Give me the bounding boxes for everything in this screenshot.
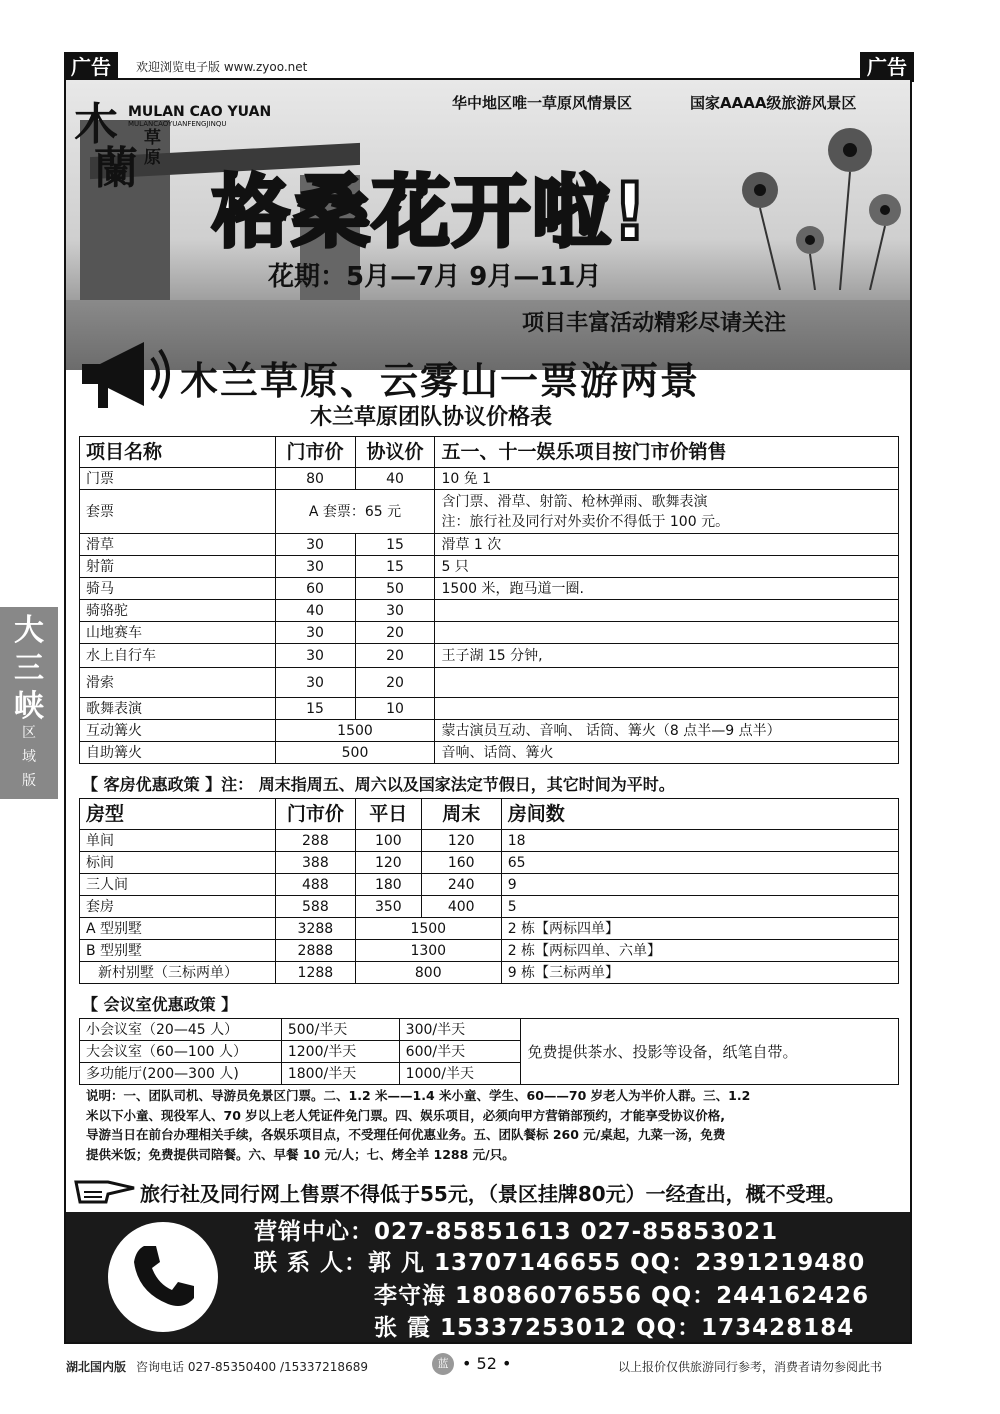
hero-subtitle: 项目丰富活动精彩尽请关注 <box>522 311 787 336</box>
cell-retail: 40 <box>275 600 355 622</box>
table-row <box>80 1019 899 1041</box>
cell-agreed: 15 <box>355 534 435 556</box>
cell-count: 5 <box>501 896 898 918</box>
cell-retail: 3288 <box>275 918 355 940</box>
col-header: 周末 <box>421 799 501 830</box>
cell-room: 大会议室（60—100 人） <box>80 1041 282 1063</box>
hero-tag-region: 华中地区唯一草原风情景区 <box>452 94 633 112</box>
cell-retail: 30 <box>275 622 355 644</box>
table-row <box>80 940 899 962</box>
cell-name: 歌舞表演 <box>80 698 276 720</box>
bloom-period: 花期：5月—7月 9月—11月 <box>268 262 602 292</box>
cell-retail: 30 <box>275 534 355 556</box>
cell-retail: 30 <box>275 644 355 668</box>
megaphone-icon <box>74 334 174 414</box>
logo-caoyuan: 草原 <box>144 128 161 168</box>
page-number: • 52 • <box>462 1354 512 1373</box>
cell-count: 65 <box>501 852 898 874</box>
cell-type: 单间 <box>80 830 276 852</box>
col-header: 房型 <box>80 799 276 830</box>
cell-note: 滑草 1 次 <box>435 534 899 556</box>
cell-name: 骑骆驼 <box>80 600 276 622</box>
cell-note <box>435 698 899 720</box>
cell-retail: 1200/半天 <box>281 1041 399 1063</box>
cell-agreed: 15 <box>355 556 435 578</box>
table-row <box>80 720 899 742</box>
cell-agreed: 30 <box>355 600 435 622</box>
cell-note: 10 免 1 <box>435 468 899 490</box>
cell-name: 射箭 <box>80 556 276 578</box>
cell-note-line: 含门票、滑草、射箭、枪林弹雨、歌舞表演 <box>441 493 708 510</box>
cell-count: 2 栋【两标四单】 <box>501 918 898 940</box>
table-row <box>80 600 899 622</box>
cell-name: 套票 <box>80 490 276 534</box>
cell-count: 9 <box>501 874 898 896</box>
room-table-header <box>80 799 899 830</box>
cell-retail: 60 <box>275 578 355 600</box>
cell-note-line: 注：旅行社及同行对外卖价不得低于 100 元。 <box>441 513 730 530</box>
cell-agreed: 300/半天 <box>399 1019 521 1041</box>
meeting-table <box>79 1018 899 1085</box>
table-row <box>80 698 899 720</box>
ad-tag-right: 广告 <box>860 52 914 82</box>
cell-retail: 30 <box>275 668 355 698</box>
ad-tag-left: 广告 <box>64 52 118 82</box>
logo-english-small: MULANCAOYUANFENGJINQU <box>128 120 227 128</box>
cell-retail: 588 <box>275 896 355 918</box>
table-row <box>80 668 899 698</box>
side-tab-label: 区 <box>22 725 36 741</box>
cell-count: 18 <box>501 830 898 852</box>
cell-note <box>435 490 899 534</box>
cell-agreed: 600/半天 <box>399 1041 521 1063</box>
table-row <box>80 468 899 490</box>
contact-sales-center: 营销中心：027-85851613 027-85853021 <box>254 1219 779 1245</box>
notes-line: 说明：一、团队司机、导游员免景区门票。二、1.2 米——1.4 米小童、学生、60——70 岁老人为半价人群。三、1.2 <box>86 1088 751 1103</box>
cell-type: B 型别墅 <box>80 940 276 962</box>
cell-weekday: 350 <box>355 896 421 918</box>
price-table-header <box>80 437 899 468</box>
cell-retail: 288 <box>275 830 355 852</box>
welcome-text: 欢迎浏览电子版 www.zyoo.net <box>136 60 308 74</box>
cell-agreed: 50 <box>355 578 435 600</box>
cell-name: 互动篝火 <box>80 720 276 742</box>
cell-combined: 500 <box>275 742 435 764</box>
col-header: 协议价 <box>355 437 435 468</box>
logo-char-mu: 木 <box>74 99 118 150</box>
notes-line: 导游当日在前台办理相关手续，各娱乐项目点，不受理任何优惠业务。五、团队餐标 260 元/桌起，九菜一汤，免费 <box>86 1127 726 1142</box>
room-policy: 【 客房优惠政策 】注： 周末指周五、周六以及国家法定节假日，其它时间为平时。 <box>82 775 675 794</box>
cell-combined: A 套票：65 元 <box>275 490 435 534</box>
cell-note: 王子湖 15 分钟, <box>435 644 899 668</box>
col-header: 平日 <box>355 799 421 830</box>
cell-note <box>435 622 899 644</box>
table-row <box>80 644 899 668</box>
hero-title: 格桑花开啦! <box>212 168 650 258</box>
contact-person-li: 李守海 18086076556 QQ：244162426 <box>374 1283 870 1309</box>
cell-name: 水上自行车 <box>80 644 276 668</box>
cell-note: 蒙古演员互动、音响、 话筒、篝火（8 点半—9 点半） <box>435 720 899 742</box>
cell-retail: 1800/半天 <box>281 1063 399 1085</box>
meeting-note: 免费提供茶水、投影等设备，纸笔自带。 <box>521 1019 899 1085</box>
cell-type: 新村别墅（三标两单） <box>80 962 276 984</box>
cell-combined: 800 <box>355 962 501 984</box>
footer-edition: 湖北国内版 <box>66 1360 127 1374</box>
table-row <box>80 874 899 896</box>
cell-retail: 488 <box>275 874 355 896</box>
cell-name: 门票 <box>80 468 276 490</box>
cell-name: 骑马 <box>80 578 276 600</box>
cell-retail: 15 <box>275 698 355 720</box>
cell-type: 套房 <box>80 896 276 918</box>
cell-agreed: 10 <box>355 698 435 720</box>
cell-retail: 1288 <box>275 962 355 984</box>
slogan: 木兰草原、云雾山一票游两景 <box>180 359 701 403</box>
cell-retail: 2888 <box>275 940 355 962</box>
contact-person-guo: 联 系 人：郭 凡 13707146655 QQ：2391219480 <box>254 1250 866 1276</box>
cell-weekday: 120 <box>355 852 421 874</box>
cell-retail: 388 <box>275 852 355 874</box>
notes-line: 提供米饭；免费提供司陪餐。六、早餐 10 元/人；七、烤全羊 1288 元/只。 <box>86 1146 515 1162</box>
cell-combined: 1300 <box>355 940 501 962</box>
table-row <box>80 896 899 918</box>
price-table <box>79 436 899 764</box>
warning-text: 旅行社及同行网上售票不得低于55元，（景区挂牌80元）一经查出，概不受理。 <box>140 1182 846 1206</box>
table-row <box>80 622 899 644</box>
cell-note <box>435 668 899 698</box>
notes-line: 米以下小童、现役军人、70 岁以上老人凭证件免门票。四、娱乐项目，必须向甲方营销部预约，才能享受协议价格, <box>86 1107 725 1123</box>
price-table-title: 木兰草原团队协议价格表 <box>310 405 553 430</box>
cell-agreed: 20 <box>355 668 435 698</box>
notes-block <box>86 1086 906 1164</box>
cell-weekend: 240 <box>421 874 501 896</box>
table-row <box>80 534 899 556</box>
cell-retail: 30 <box>275 556 355 578</box>
table-row <box>80 556 899 578</box>
table-row <box>80 918 899 940</box>
side-tab-label: 域 <box>22 749 36 765</box>
cell-name: 山地赛车 <box>80 622 276 644</box>
pointing-hand-icon <box>72 1172 138 1206</box>
flower-illustration <box>700 100 910 290</box>
cell-type: 标间 <box>80 852 276 874</box>
logo-english: MULAN CAO YUAN <box>128 104 272 120</box>
col-header: 五一、十一娱乐项目按门市价销售 <box>435 437 899 468</box>
cell-weekday: 180 <box>355 874 421 896</box>
cell-weekend: 120 <box>421 830 501 852</box>
cell-name: 自助篝火 <box>80 742 276 764</box>
cell-type: 三人间 <box>80 874 276 896</box>
contact-person-zhang: 张 霞 15337253012 QQ：173428184 <box>374 1315 855 1341</box>
telephone-icon <box>124 1238 202 1316</box>
cell-agreed: 20 <box>355 622 435 644</box>
hero-tag-aaaa: 国家AAAA级旅游风景区 <box>690 94 857 112</box>
cell-note: 音响、话筒、篝火 <box>435 742 899 764</box>
logo-char-lan: 蘭 <box>94 143 138 194</box>
col-header: 门市价 <box>275 437 355 468</box>
col-header: 门市价 <box>275 799 355 830</box>
cell-agreed: 40 <box>355 468 435 490</box>
cell-agreed: 1000/半天 <box>399 1063 521 1085</box>
table-row <box>80 962 899 984</box>
room-table <box>79 798 899 984</box>
cell-weekday: 100 <box>355 830 421 852</box>
cell-note: 5 只 <box>435 556 899 578</box>
meeting-policy: 【 会议室优惠政策 】 <box>82 995 238 1014</box>
footer-disclaimer: 以上报价仅供旅游同行参考，消费者请勿参阅此书 <box>618 1360 883 1374</box>
table-row <box>80 490 899 534</box>
side-tab-title: 大三峡 <box>14 613 44 724</box>
cell-weekend: 160 <box>421 852 501 874</box>
cell-combined: 1500 <box>355 918 501 940</box>
table-row <box>80 830 899 852</box>
table-row <box>80 852 899 874</box>
cell-note <box>435 600 899 622</box>
side-tab-label: 版 <box>22 773 36 789</box>
cell-name: 滑草 <box>80 534 276 556</box>
col-header: 项目名称 <box>80 437 276 468</box>
cell-combined: 1500 <box>275 720 435 742</box>
cell-agreed: 20 <box>355 644 435 668</box>
cell-room: 小会议室（20—45 人） <box>80 1019 282 1041</box>
cell-note: 1500 米，跑马道一圈. <box>435 578 899 600</box>
cell-retail: 500/半天 <box>281 1019 399 1041</box>
col-header: 房间数 <box>501 799 898 830</box>
cell-weekend: 400 <box>421 896 501 918</box>
cell-count: 9 栋【三标两单】 <box>501 962 898 984</box>
footer-phone: 咨询电话 027-85350400 /15337218689 <box>136 1360 368 1374</box>
footer-badge: 蓝 <box>432 1353 454 1375</box>
cell-name: 滑索 <box>80 668 276 698</box>
cell-count: 2 栋【两标四单、六单】 <box>501 940 898 962</box>
table-row <box>80 578 899 600</box>
table-row <box>80 742 899 764</box>
cell-type: A 型别墅 <box>80 918 276 940</box>
cell-room: 多功能厅(200—300 人) <box>80 1063 282 1085</box>
cell-retail: 80 <box>275 468 355 490</box>
